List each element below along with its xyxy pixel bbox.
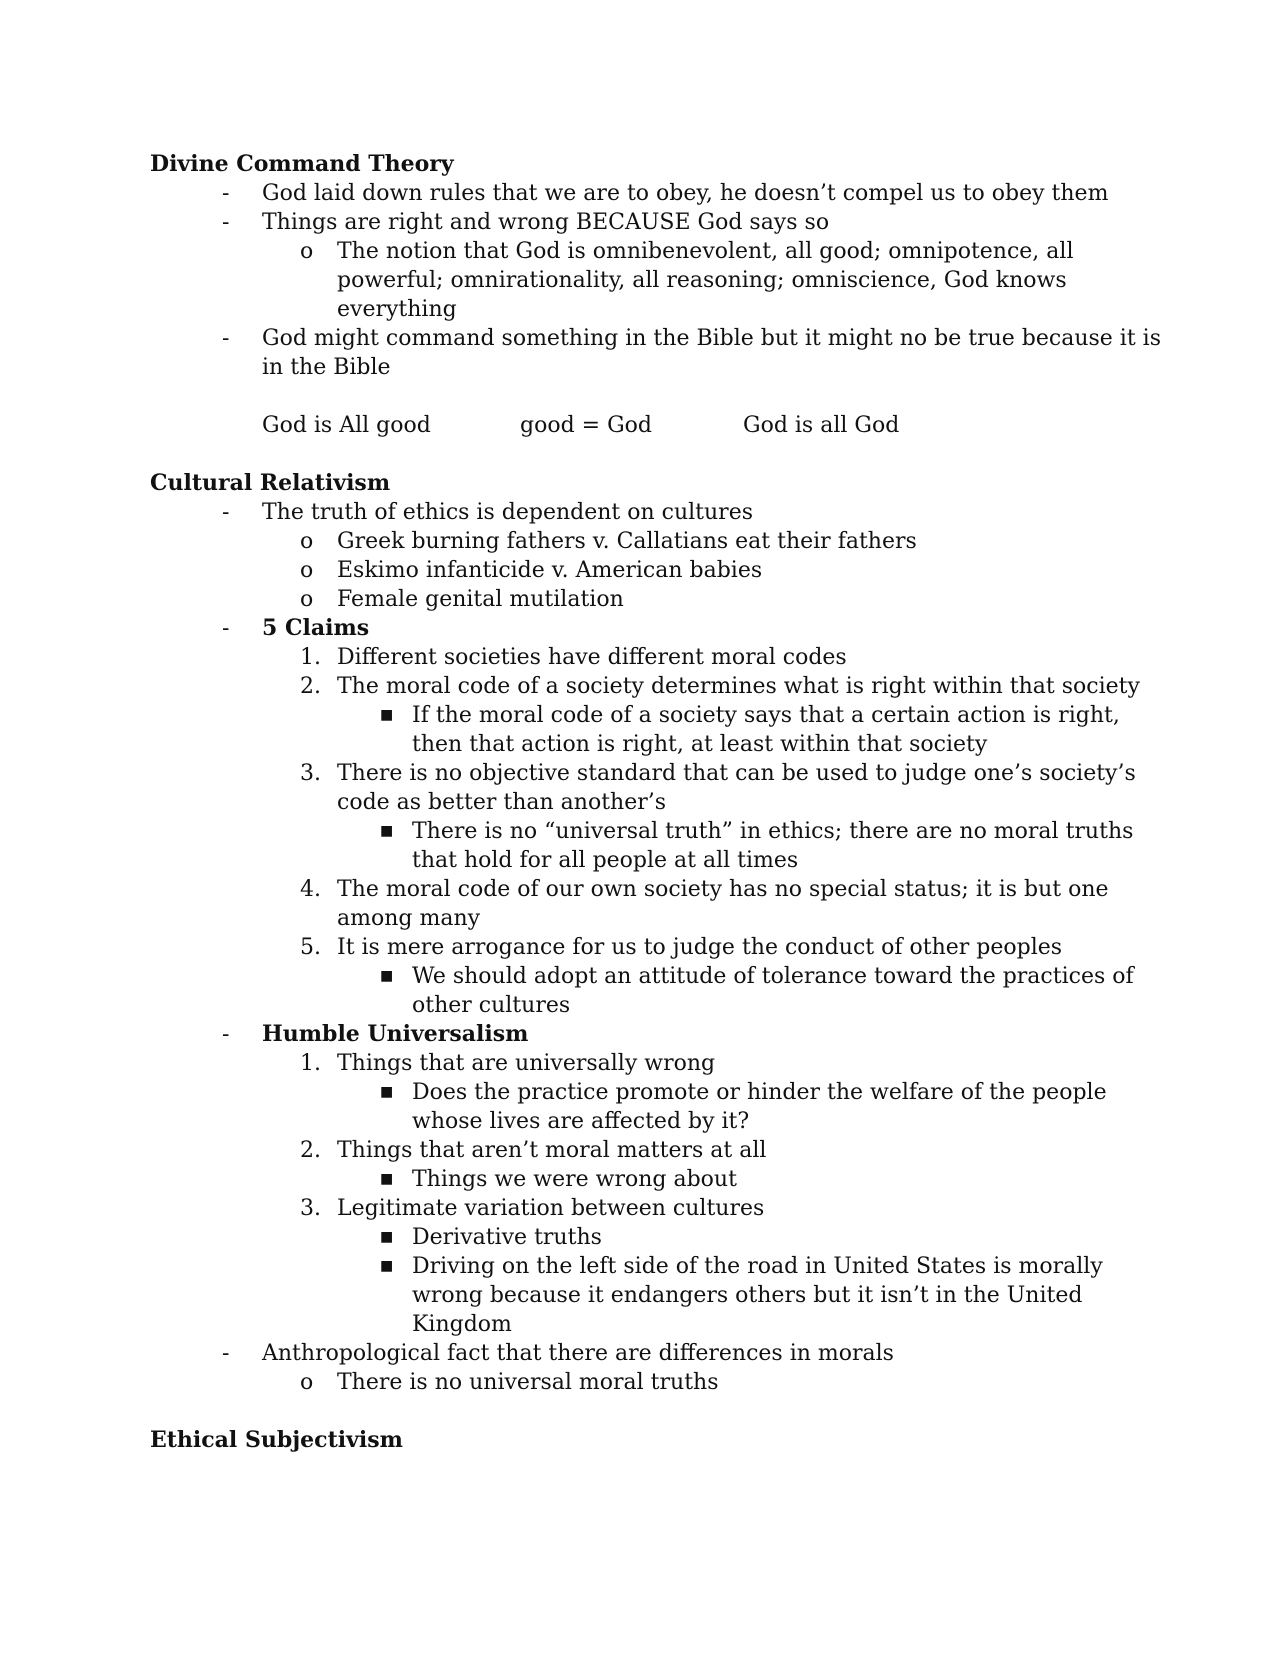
section-heading-divine-command-theory: Divine Command Theory — [150, 151, 454, 177]
list-item-text: everything — [337, 297, 457, 322]
list-item-text: The truth of ethics is dependent on cultures — [262, 500, 754, 525]
list-item — [150, 208, 1110, 237]
list-item-text: Things are right and wrong BECAUSE God says so — [262, 210, 830, 235]
list-item-text: It is mere arrogance for us to judge the conduct of other peoples — [337, 935, 1063, 960]
dash-bullet: - — [222, 326, 230, 351]
circle-bullet: o — [300, 558, 314, 583]
list-item-text: powerful; omnirationality, all reasoning; omniscience, God knows — [337, 268, 1067, 293]
list-item-text: The moral code of a society determines what is right within that society — [337, 674, 1140, 699]
square-bullet: ■ — [380, 1171, 394, 1187]
list-item-text: then that action is right, at least within that society — [412, 732, 988, 757]
square-bullet: ■ — [380, 1258, 394, 1274]
list-item — [150, 1339, 1110, 1368]
numbered-item — [150, 1049, 1110, 1078]
list-item — [150, 498, 1110, 527]
circle-bullet: o — [300, 529, 314, 554]
square-bullet: ■ — [380, 1084, 394, 1100]
list-item-continuation — [150, 904, 1110, 933]
list-item-text: There is no “universal truth” in ethics; there are no moral truths — [412, 819, 1134, 844]
list-item — [150, 237, 1110, 266]
list-item-text: that hold for all people at all times — [412, 848, 799, 873]
list-item-text: Different societies have different moral codes — [337, 645, 847, 670]
number-marker: 2. — [300, 674, 321, 699]
list-item-continuation — [150, 266, 1110, 295]
list-item-continuation — [150, 295, 1110, 324]
list-item-text: among many — [337, 906, 481, 931]
circle-bullet: o — [300, 1370, 314, 1395]
equation-good-equals-god: good = God — [520, 413, 652, 438]
list-item-text: Does the practice promote or hinder the welfare of the people — [412, 1080, 1107, 1105]
list-item-text: wrong because it endangers others but it isn’t in the United — [412, 1283, 1083, 1308]
number-marker: 2. — [300, 1138, 321, 1163]
list-item — [150, 527, 1110, 556]
list-item — [150, 324, 1161, 353]
list-item — [150, 1368, 1110, 1397]
document-body — [150, 150, 1161, 1455]
numbered-item — [150, 1136, 1110, 1165]
list-item-text: If the moral code of a society says that a certain action is right, — [412, 703, 1120, 728]
number-marker: 3. — [300, 761, 321, 786]
dash-bullet: - — [222, 1341, 230, 1366]
list-item-continuation — [150, 846, 1110, 875]
list-item-text: Things that aren’t moral matters at all — [337, 1138, 767, 1163]
list-item-text: Derivative truths — [412, 1225, 602, 1250]
list-item-text: The moral code of our own society has no special status; it is but one — [337, 877, 1109, 902]
list-item-continuation — [150, 1310, 1110, 1339]
number-marker: 3. — [300, 1196, 321, 1221]
list-item-text: God might command something in the Bible but it might no be true because it is — [262, 326, 1161, 351]
list-item-text: Things that are universally wrong — [337, 1051, 716, 1076]
list-item-text: There is no objective standard that can be used to judge one’s society’s — [337, 761, 1136, 786]
number-marker: 1. — [300, 1051, 321, 1076]
subheading-5-claims: 5 Claims — [262, 615, 370, 641]
list-item — [150, 1252, 1110, 1281]
numbered-item — [150, 933, 1110, 962]
equation-row — [150, 411, 1110, 440]
list-item-text: We should adopt an attitude of tolerance toward the practices of — [412, 964, 1134, 989]
list-item-text: Kingdom — [412, 1312, 512, 1337]
list-item-text: code as better than another’s — [337, 790, 667, 815]
list-item-text: There is no universal moral truths — [337, 1370, 719, 1395]
list-item-text: Things we were wrong about — [412, 1167, 737, 1192]
list-item — [150, 556, 1110, 585]
square-bullet: ■ — [380, 707, 394, 723]
dash-bullet: - — [222, 500, 230, 525]
list-item-text: whose lives are affected by it? — [412, 1109, 750, 1134]
square-bullet: ■ — [380, 1229, 394, 1245]
list-item — [150, 701, 1120, 730]
list-item-text: The notion that God is omnibenevolent, all good; omnipotence, all — [337, 239, 1074, 264]
list-item — [150, 1020, 1110, 1049]
list-item — [150, 179, 1110, 208]
dash-bullet: - — [222, 181, 230, 206]
list-item-continuation — [150, 730, 1110, 759]
list-item — [150, 1223, 1110, 1252]
numbered-item — [150, 672, 1140, 701]
number-marker: 5. — [300, 935, 321, 960]
list-item-continuation — [150, 788, 1110, 817]
list-item-text: Driving on the left side of the road in United States is morally — [412, 1254, 1103, 1279]
section-heading-cultural-relativism: Cultural Relativism — [150, 470, 391, 496]
circle-bullet: o — [300, 587, 314, 612]
square-bullet: ■ — [380, 968, 394, 984]
square-bullet: ■ — [380, 823, 394, 839]
numbered-item — [150, 1194, 1110, 1223]
list-item-text: in the Bible — [262, 355, 391, 380]
list-item — [150, 614, 1110, 643]
list-item-continuation — [150, 1107, 1110, 1136]
equation-god-is-all-good: God is All good — [262, 413, 431, 438]
list-item — [150, 1165, 1110, 1194]
list-item — [150, 817, 1134, 846]
number-marker: 1. — [300, 645, 321, 670]
list-item — [150, 1078, 1110, 1107]
section-heading-ethical-subjectivism: Ethical Subjectivism — [150, 1427, 403, 1453]
list-item-continuation — [150, 991, 1110, 1020]
list-item-text: Female genital mutilation — [337, 587, 624, 612]
list-item-text: Greek burning fathers v. Callatians eat their fathers — [337, 529, 917, 554]
subheading-humble-universalism: Humble Universalism — [262, 1021, 529, 1047]
numbered-item — [150, 875, 1110, 904]
list-item-continuation — [150, 1281, 1110, 1310]
equation-god-is-all-god: God is all God — [743, 413, 900, 438]
dash-bullet: - — [222, 616, 230, 641]
list-item-text: God laid down rules that we are to obey, he doesn’t compel us to obey them — [262, 181, 1109, 206]
list-item — [150, 962, 1134, 991]
circle-bullet: o — [300, 239, 314, 264]
numbered-item — [150, 643, 1110, 672]
numbered-item — [150, 759, 1136, 788]
dash-bullet: - — [222, 210, 230, 235]
list-item — [150, 585, 1110, 614]
list-item-continuation — [150, 353, 1110, 382]
list-item-text: Legitimate variation between cultures — [337, 1196, 765, 1221]
list-item-text: Anthropological fact that there are differences in morals — [262, 1341, 894, 1366]
list-item-text: other cultures — [412, 993, 571, 1018]
number-marker: 4. — [300, 877, 321, 902]
dash-bullet: - — [222, 1022, 230, 1047]
list-item-text: Eskimo infanticide v. American babies — [337, 558, 763, 583]
